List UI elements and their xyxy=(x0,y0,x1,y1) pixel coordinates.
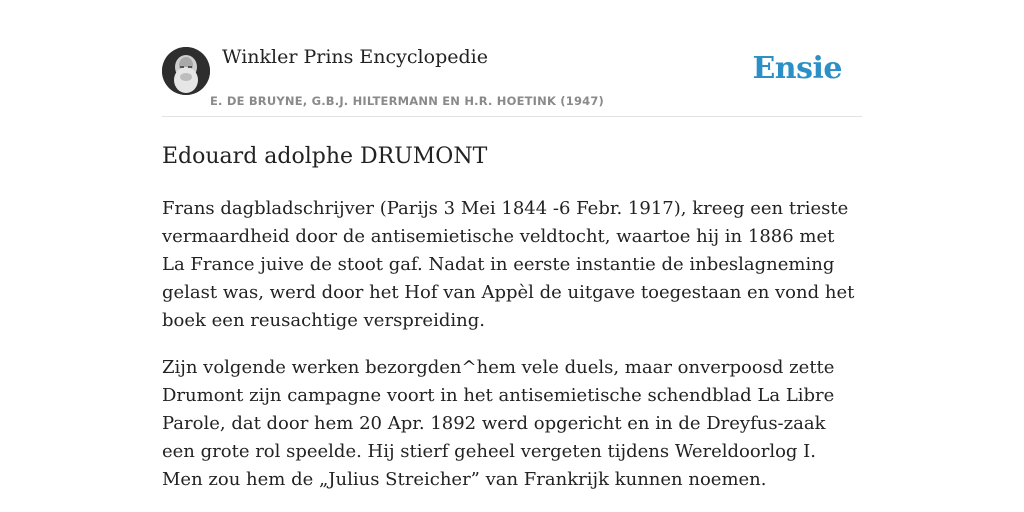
entry-title: Edouard adolphe DRUMONT xyxy=(162,144,488,169)
portrait-avatar-icon xyxy=(162,47,210,95)
entry-paragraph: Zijn volgende werken bezorgden^hem vele duels, maar onverpoosd zette Drumont zijn campagne voort in het antisemietische schendblad La Libre Parole, dat door hem 20 Apr. 1892 werd opgericht en in de Dreyfus-zaak een grote rol speelde. Hij stierf geheel vergeten tijdens Wereldoorlog I. Men zou hem de „Julius Streicher” van Frankrijk kunnen noemen. xyxy=(162,357,835,490)
page-container xyxy=(162,0,862,494)
entry-paragraph: Frans dagbladschrijver (Parijs 3 Mei 1844 -6 Febr. 1917), kreeg een trieste vermaardheid door de antisemietische veldtocht, waartoe hij in 1886 met La France juive de stoot gaf. Nadat in eerste instantie de inbeslagneming gelast was, werd door het Hof van Appèl de uitgave toegestaan en vond het boek een reusachtige verspreiding. xyxy=(162,198,855,331)
source-authors: E. DE BRUYNE, G.B.J. HILTERMANN EN H.R. HOETINK (1947) xyxy=(210,94,605,108)
ensie-logo[interactable]: Ensie xyxy=(752,51,842,86)
entry-body xyxy=(162,195,862,494)
source-header xyxy=(162,0,862,117)
source-avatar[interactable] xyxy=(162,47,210,95)
source-title[interactable]: Winkler Prins Encyclopedie xyxy=(222,46,488,68)
